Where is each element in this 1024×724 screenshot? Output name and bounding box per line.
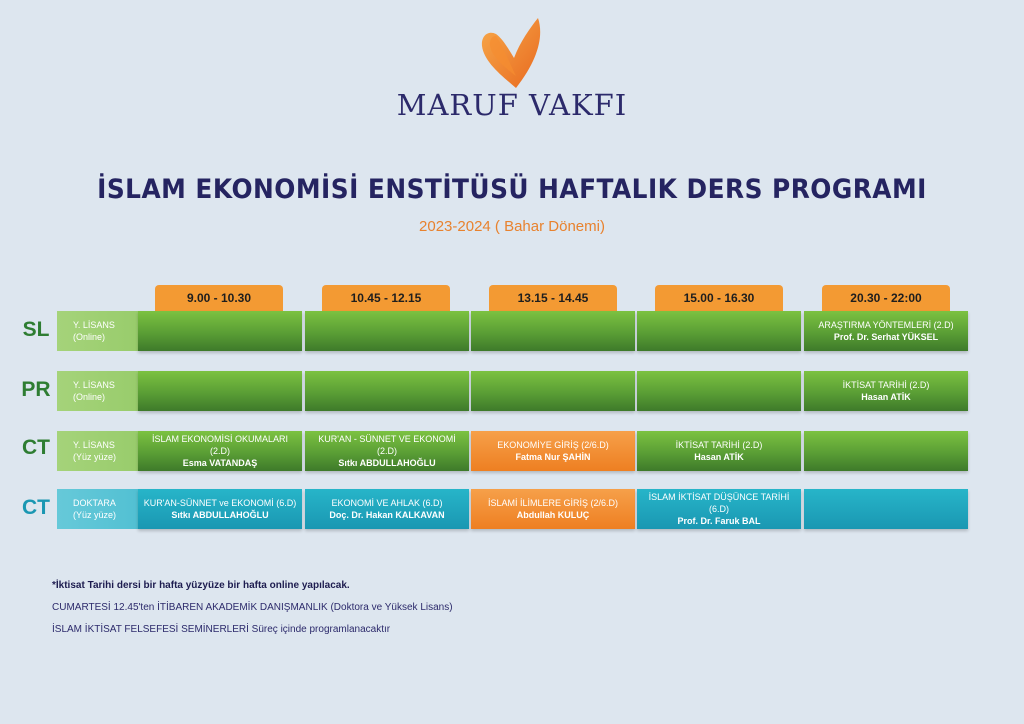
schedule-cell	[804, 431, 968, 471]
row-code-ct: CT	[22, 436, 50, 459]
row-label-mode: (Yüz yüze)	[73, 452, 117, 462]
course-teacher: Hasan ATİK	[861, 392, 911, 402]
course-title: ARAŞTIRMA YÖNTEMLERİ (2.D)	[818, 320, 954, 330]
course-title: EKONOMİ VE AHLAK (6.D)	[331, 498, 443, 508]
heart-logo-icon	[472, 14, 552, 94]
schedule-cell	[138, 489, 302, 529]
course-teacher: Esma VATANDAŞ	[182, 458, 258, 468]
course-teacher: Prof. Dr. Faruk BAL	[677, 516, 761, 526]
page-title: İSLAM EKONOMİSİ ENSTİTÜSÜ HAFTALIK DERS PROGRAMI	[97, 174, 927, 205]
note-seminars: İSLAM İKTİSAT FELSEFESİ SEMİNERLERİ Süreç içinde programlanacaktır	[52, 624, 391, 635]
course-teacher: Sıtkı ABDULLAHOĞLU	[338, 458, 436, 468]
schedule-cell	[305, 371, 469, 411]
note-advising: CUMARTESİ 12.45'ten İTİBAREN AKADEMİK DANIŞMANLIK (Doktora ve Yüksek Lisans)	[52, 602, 453, 613]
row-label-degree: Y. LİSANS	[73, 380, 115, 390]
page-subtitle: 2023-2024 ( Bahar Dönemi)	[419, 218, 605, 235]
course-teacher: Abdullah KULUÇ	[516, 510, 590, 520]
row-label-mode: (Online)	[73, 392, 106, 402]
notes	[52, 580, 453, 646]
course-title: KUR'AN - SÜNNET VE EKONOMİ (2.D)	[318, 434, 456, 456]
time-slot-1: 9.00 - 10.30	[155, 285, 283, 311]
brand-name: MARUF VAKFI	[396, 88, 628, 122]
schedule-cell	[138, 431, 302, 471]
schedule-cell	[138, 371, 302, 411]
schedule-cell	[471, 371, 635, 411]
schedule-cell	[138, 311, 302, 351]
schedule-cell	[305, 489, 469, 529]
time-slot-2: 10.45 - 12.15	[322, 285, 450, 311]
row-label-mode: (Online)	[73, 332, 106, 342]
course-title: İKTİSAT TARİHİ (2.D)	[842, 380, 930, 390]
course-teacher: Fatma Nur ŞAHİN	[515, 452, 591, 462]
course-teacher: Doç. Dr. Hakan KALKAVAN	[329, 510, 445, 520]
course-title: İSLAMİ İLİMLERE GİRİŞ (2/6.D)	[487, 498, 619, 508]
schedule-cell	[637, 431, 801, 471]
time-slot-4: 15.00 - 16.30	[655, 285, 783, 311]
time-slot-5: 20.30 - 22:00	[822, 285, 950, 311]
schedule-cell	[305, 431, 469, 471]
schedule-cell	[637, 489, 801, 529]
row-label-degree: DOKTARA	[73, 498, 116, 508]
schedule-cell	[637, 311, 801, 351]
schedule-cell	[471, 431, 635, 471]
course-title: İSLAM İKTİSAT DÜŞÜNCE TARİHİ (6.D)	[648, 492, 790, 514]
schedule-cell	[804, 371, 968, 411]
course-teacher: Sıtkı ABDULLAHOĞLU	[171, 510, 269, 520]
time-slot-3: 13.15 - 14.45	[489, 285, 617, 311]
course-title: İKTİSAT TARİHİ (2.D)	[675, 440, 763, 450]
schedule-cell	[804, 311, 968, 351]
row-code-sl: SL	[22, 318, 50, 341]
row-label-degree: Y. LİSANS	[73, 440, 115, 450]
schedule-cell	[637, 371, 801, 411]
schedule-cell	[804, 489, 968, 529]
row-code-ct-doctorate: CT	[22, 496, 50, 519]
course-title: İSLAM EKONOMİSİ OKUMALARI (2.D)	[151, 434, 289, 456]
schedule-cell	[471, 489, 635, 529]
course-teacher: Prof. Dr. Serhat YÜKSEL	[833, 332, 939, 342]
row-code-pr: PR	[21, 378, 51, 401]
course-title: KUR'AN-SÜNNET ve EKONOMİ (6.D)	[143, 498, 297, 508]
course-teacher: Hasan ATİK	[694, 452, 744, 462]
course-title: EKONOMİYE GİRİŞ (2/6.D)	[497, 440, 609, 450]
note-history-course: *İktisat Tarihi dersi bir hafta yüzyüze bir hafta online yapılacak.	[52, 580, 350, 591]
schedule-cell	[305, 311, 469, 351]
schedule-cell	[471, 311, 635, 351]
row-label-degree: Y. LİSANS	[73, 320, 115, 330]
row-label-mode: (Yüz yüze)	[73, 510, 117, 520]
